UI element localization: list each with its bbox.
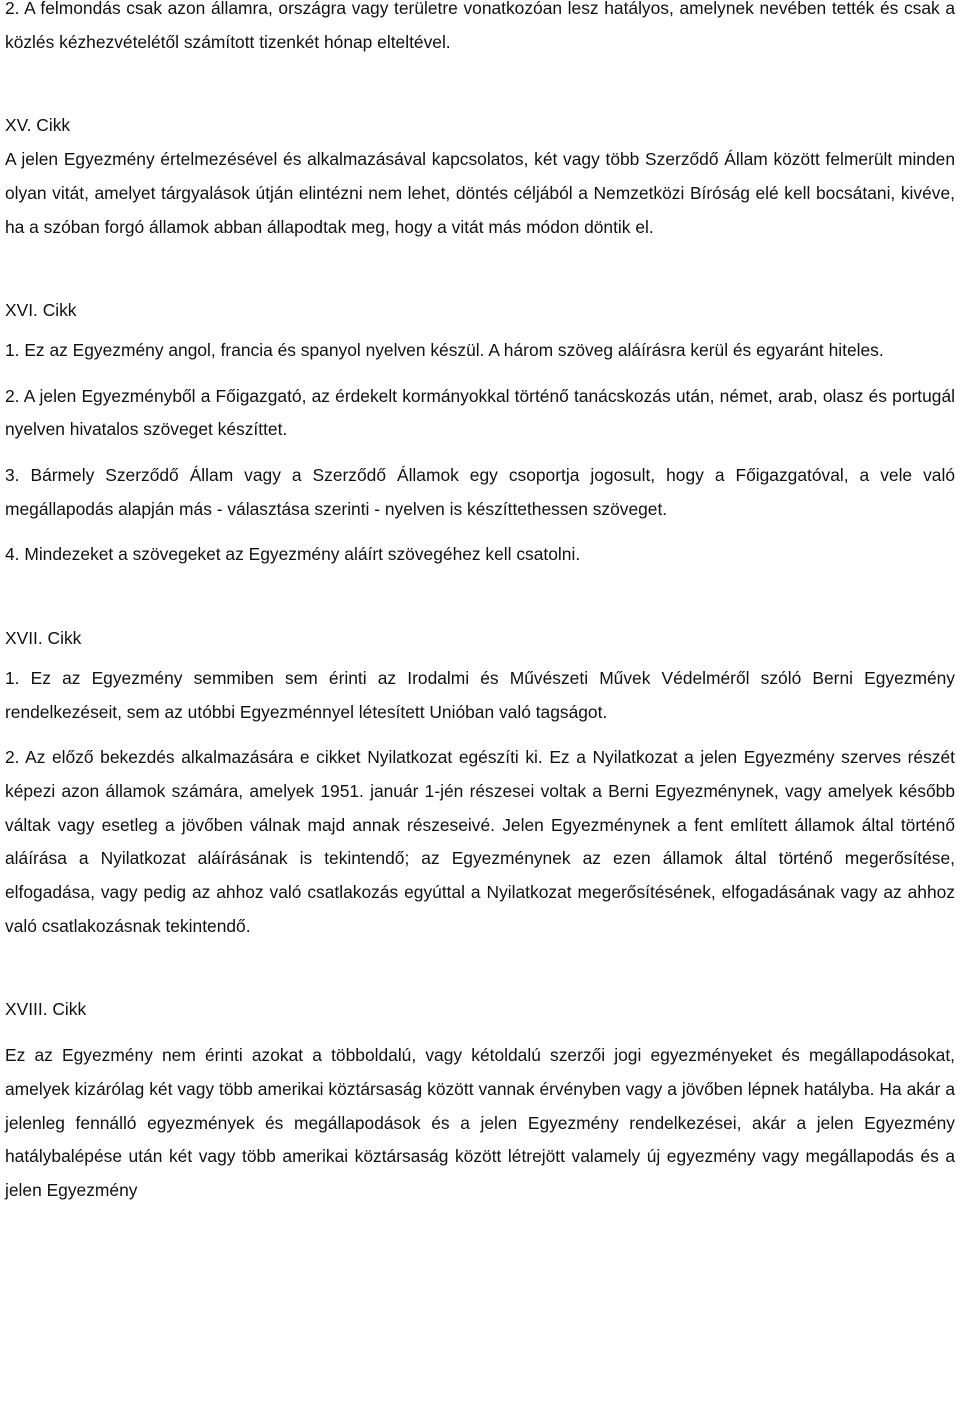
article-heading-xv: XV. Cikk xyxy=(5,115,71,136)
paragraph: 2. Az előző bekezdés alkalmazására e cikket Nyilatkozat egészíti ki. Ez a Nyilatkozat a jelen Egyezmény szerves részét képezi azon államok számára, amelyek 1951. január 1-jén részesei voltak a Berni Egyezménynek, vagy amelyek később váltak vagy esetleg a jövőben válnak majd annak részeseivé. Jelen Egyezménynek a fent említett államok által történő aláírása a Nyilatkozat aláírásának is tekintendő; az Egyezménynek az ezen államok által történő megerősítése, elfogadása, vagy pedig az ahhoz való csatlakozás egyúttal a Nyilatkozat megerősítésének, elfogadásának vagy az ahhoz való csatlakozásnak tekintendő. xyxy=(5,747,955,936)
paragraph: 1. Ez az Egyezmény angol, francia és spanyol nyelven készül. A három szöveg aláírásra kerül és egyaránt hiteles. xyxy=(5,339,884,360)
article-heading-xviii: XVIII. Cikk xyxy=(5,999,87,1020)
document-page xyxy=(5,0,955,1208)
paragraph: 2. A felmondás csak azon államra, országra vagy területre vonatkozóan lesz hatályos, amelynek nevében tették és csak a közlés kézhezvételétől számított tizenkét hónap elteltével. xyxy=(5,0,955,52)
paragraph: 1. Ez az Egyezmény semmiben sem érinti az Irodalmi és Művészeti Művek Védelméről szóló Berni Egyezmény rendelkezéseit, sem az utóbbi Egyezménnyel létesített Unióban való tagságot. xyxy=(5,667,955,722)
article-heading-xvi: XVI. Cikk xyxy=(5,300,77,321)
paragraph: Ez az Egyezmény nem érinti azokat a többoldalú, vagy kétoldalú szerzői jogi egyezményeket és megállapodásokat, amelyek kizárólag két vagy több amerikai köztársaság között vannak érvényben vagy a jövőben lépnek hatályba. Ha akár a jelenleg fennálló egyezmények és megállapodások és a jelen Egyezmény rendelkezései, akár a jelen Egyezmény hatálybalépése után két vagy több amerikai köztársaság között létrejött valamely új egyezmény vagy megállapodás és a jelen Egyezmény xyxy=(5,1045,955,1200)
article-heading-xvii: XVII. Cikk xyxy=(5,628,82,649)
paragraph: A jelen Egyezmény értelmezésével és alkalmazásával kapcsolatos, két vagy több Szerződő Állam között felmerült minden olyan vitát, amelyet tárgyalások útján elintézni nem lehet, döntés céljából a Nemzetközi Bíróság elé kell bocsátani, kivéve, ha a szóban forgó államok abban állapodtak meg, hogy a vitát más módon döntik el. xyxy=(5,149,955,237)
paragraph: 4. Mindezeket a szövegeket az Egyezmény aláírt szövegéhez kell csatolni. xyxy=(5,544,581,565)
paragraph: 3. Bármely Szerződő Állam vagy a Szerződő Államok egy csoportja jogosult, hogy a Főigazgatóval, a vele való megállapodás alapján más - választása szerinti - nyelven is készíttethessen szöveget. xyxy=(5,465,955,519)
paragraph: 2. A jelen Egyezményből a Főigazgató, az érdekelt kormányokkal történő tanácskozás után, német, arab, olasz és portugál nyelven hivatalos szöveget készíttet. xyxy=(5,385,955,440)
